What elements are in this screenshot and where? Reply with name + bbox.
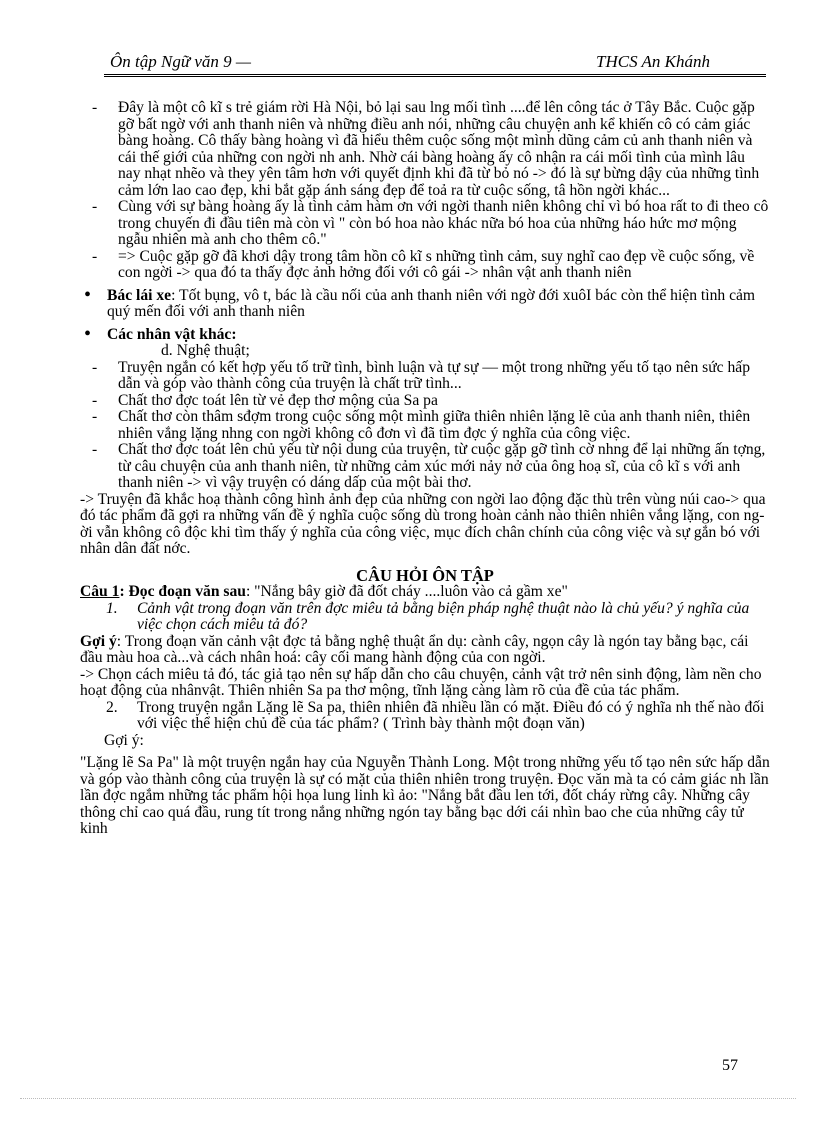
dash-item: - Đây là một cô kĩ s trẻ giám rời Hà Nội, bỏ lại sau lng mối tình ....để lên công tác ở Tây Bắc. Cuộc gặp gỡ bất ngờ với anh thanh niên và những điều anh nói, những câu chuyện anh kể khiến cô có cảm giác bàng hoàng. Cô thấy bàng hoàng vì đã hiểu thêm cuộc sống một mình dũng cảm củ anh thanh niên và cái thế giới của những con ngời nh anh. Nhờ cái bàng hoàng ấy cô nhận ra cái mối tình của mình lâu nay nhạt nhẽo và they yên tâm hơn với quyết định khi đã từ bỏ nó -> đó là sự bừng dậy của những tình cảm lớn lao cao đẹp, khi bắt gặp ánh sáng đẹp để toả ra từ cuộc sống, tâ hồn ngời khác... <box>92 99 760 199</box>
paragraph: Cùng với sự bàng hoàng ấy là tình cảm hàm ơn với ngời thanh niên không chỉ vì bó hoa rất to đi theo cô trong chuyến đi đầu tiên mà còn vì " còn bó hoa nào khác nữa bó hoa của những háo hức mơ mộng ngẫu nhiên mà anh cho thêm cô." <box>118 198 769 248</box>
question-1 <box>80 584 770 601</box>
paragraph: Chất thơ đợc toát lên từ vẻ đẹp thơ mộng của Sa pa <box>118 391 438 409</box>
paragraph: : Tốt bụng, vô t, bác là cầu nối của anh thanh niên với ngờ đới xuôI bác còn thể hiện tình cảm quý mến đối với anh thanh niên <box>107 286 756 320</box>
question-bold: : Đọc đoạn văn sau <box>119 583 246 600</box>
dash-item: - Chất thơ còn thâm sđợm trong cuộc sống một mình giữa thiên nhiên lặng lẽ của anh thanh niên, thiên nhiên vắng lặng nhng con ngời không cô đơn vì đã tìm đợc ý nghĩa của công việc. <box>92 408 751 442</box>
dash-item: - Chất thơ đợc toát lên chủ yếu từ nội dung của truyện, từ cuộc gặp gỡ tình cờ nhng để lại những ấn tợng, từ câu chuyện của anh thanh niên, từ những cảm xúc mới nảy nở của ông hoạ sĩ, của cô kĩ s với anh thanh niên -> vì vậy truyện có dáng dấp của một bài thơ. <box>92 441 766 491</box>
header-left: Ôn tập Ngữ văn 9 — <box>110 52 252 71</box>
header-right: THCS An Khánh <box>596 52 710 71</box>
paragraph: Trong truyện ngắn Lặng lẽ Sa pa, thiên nhiên đã nhiều lần có mặt. Điều đó có ý nghĩa nh thế nào đối với việc thể hiện chủ đề của tác phẩm? ( Trình bày thành một đoạn văn) <box>137 698 765 732</box>
dash-item: - Cùng với sự bàng hoàng ấy là tình cảm hàm ơn với ngời thanh niên không chỉ vì bó hoa rất to đi theo cô trong chuyến đi đầu tiên mà còn vì " còn bó hoa nào khác nữa bó hoa của những háo hức mơ mộng ngẫu nhiên mà anh cho thêm cô." <box>92 198 769 248</box>
question-label: Câu 1 <box>80 583 120 600</box>
bullet-item <box>80 283 770 321</box>
paragraph: Chất thơ còn thâm sđợm trong cuộc sống một mình giữa thiên nhiên lặng lẽ của anh thanh niên, thiên nhiên vắng lặng nhng con ngời không cô đơn vì đã tìm đợc ý nghĩa của công việc. <box>118 408 751 442</box>
hint-label: Gợi ý <box>80 632 117 650</box>
bullet-item <box>80 322 770 345</box>
bullet-label: Bác lái xe <box>107 286 172 304</box>
bullet-icon: • <box>84 283 92 306</box>
section-title: CÂU HỎI ÔN TẬP <box>356 565 494 585</box>
paragraph: Đây là một cô kĩ s trẻ giám rời Hà Nội, bỏ lại sau lng mối tình ....để lên công tác ở Tây Bắc. Cuộc gặp gỡ bất ngờ với anh thanh niên và những điều anh nói, những câu chuyện anh kể khiến cô có cảm giác bàng hoàng. Cô thấy bàng hoàng vì đã hiểu thêm cuộc sống một mình dũng cảm củ anh thanh niên và cái thế giới của những con ngời nh anh. Nhờ cái bàng hoàng ấy cô nhận ra cái mối tình của mình lâu nay nhạt nhẽo và they yên tâm hơn với quyết định khi đã từ bỏ nó -> đó là sự bừng dậy của những tình cảm lớn lao cao đẹp, khi bắt gặp ánh sáng đẹp để toả ra từ cuộc sống, tâ hồn ngời khác... <box>118 99 760 199</box>
question-text: : "Nắng bây giờ đã đốt cháy ....luôn vào cả gầm xe" <box>245 583 568 600</box>
paragraph: Truyện ngắn có kết hợp yếu tố trữ tình, bình luận và tự sự — một trong những yếu tố tạo nên sức hấp dẫn và góp vào thành công của truyện là chất trữ tình... <box>118 358 751 392</box>
header-rule <box>104 74 766 77</box>
paragraph: -> Chọn cách miêu tả đó, tác giả tạo nên sự hấp dẫn cho câu chuyện, cảnh vật trở nên sinh động, làm nền cho hoạt động của nhânvật. Thiên nhiên Sa pa thơ mộng, tĩnh lặng càng làm rõ của đề của tác phẩm. <box>80 665 762 699</box>
paragraph: "Lặng lẽ Sa Pa" là một truyện ngắn hay của Nguyễn Thành Long. Một trong những yếu tố tạo nên sức hấp dẫn và góp vào thành công của truyện là sự có mặt của thiên nhiên trong truyện. Đọc văn mà ta có cảm giác nh lần lần đợc ngắm những tác phẩm hội họa lung linh kì ảo: "Nắng bắt đầu len tới, đốt cháy rừng cây. Những cây thông chỉ cao quá đầu, rung tít trong nắng những ngón tay bằng bạc dới cái nhìn bao che của những cây tử kinh <box>80 754 770 837</box>
bullet-label: Các nhân vật khác: <box>107 325 237 343</box>
page-number: 57 <box>722 1057 738 1074</box>
bullet-icon: • <box>84 322 92 345</box>
sub-heading: d. Nghệ thuật; <box>161 342 250 359</box>
footer-rule <box>20 1098 796 1099</box>
numbered-item: 1. Cảnh vật trong đoạn văn trên đợc miêu tả bằng biện pháp nghệ thuật nào là chủ yếu? ý nghĩa của việc chọn cách miêu tả đó? <box>106 599 750 633</box>
dash-item: - Chất thơ đợc toát lên từ vẻ đẹp thơ mộng của Sa pa <box>92 391 438 409</box>
paragraph: Chất thơ đợc toát lên chủ yếu từ nội dung của truyện, từ cuộc gặp gỡ tình cờ nhng để lại những ấn tợng, từ câu chuyện của anh thanh niên, từ những cảm xúc mới nảy nở của ông hoạ sĩ, của cô kĩ s với anh thanh niên -> vì vậy truyện có dáng dấp của một bài thơ. <box>118 441 766 491</box>
paragraph: -> Truyện đã khắc hoạ thành công hình ảnh đẹp của những con ngời lao động đặc thù trên vùng núi cao-> qua đó tác phẩm đã gợi ra những vấn đề ý nghĩa cuộc sống dù trong hoàn cảnh nào thiên nhiên vắng lặng, con ngời vẫn không cô độc khi tìm thấy ý nghĩa của công việc, mục đích chân chính của công việc và sự gắn bó với nhân dân đất nớc. <box>80 490 766 557</box>
dash-item: - => Cuộc gặp gỡ đã khơi dậy trong tâm hồn cô kĩ s những tình cảm, suy nghĩ cao đẹp về cuộc sống, về con ngời -> qua đó ta thấy đợc ảnh hởng đối với cô gái -> nhân vật anh thanh niên <box>92 247 755 281</box>
numbered-item: 2. Trong truyện ngắn Lặng lẽ Sa pa, thiên nhiên đã nhiều lần có mặt. Điều đó có ý nghĩa nh thế nào đối với việc thể hiện chủ đề của tác phẩm? ( Trình bày thành một đoạn văn) <box>106 698 765 732</box>
hint-label: Gợi ý: <box>104 731 144 749</box>
page-content <box>80 100 770 838</box>
page-header <box>104 52 744 76</box>
hint-paragraph: Gợi ý: Trong đoạn văn cảnh vật đợc tả bằng nghệ thuật ẩn dụ: cành cây, ngọn cây là ngón tay bằng bạc, cái đầu màu hoa cà...và cách nhân hoá: cây cối mang hành động của con ngời. <box>80 632 749 666</box>
paragraph: => Cuộc gặp gỡ đã khơi dậy trong tâm hồn cô kĩ s những tình cảm, suy nghĩ cao đẹp về cuộc sống, về con ngời -> qua đó ta thấy đợc ảnh hởng đối với cô gái -> nhân vật anh thanh niên <box>118 247 755 281</box>
paragraph: Cảnh vật trong đoạn văn trên đợc miêu tả bằng biện pháp nghệ thuật nào là chủ yếu? ý nghĩa của việc chọn cách miêu tả đó? <box>137 599 750 633</box>
dash-item: - Truyện ngắn có kết hợp yếu tố trữ tình, bình luận và tự sự — một trong những yếu tố tạo nên sức hấp dẫn và góp vào thành công của truyện là chất trữ tình... <box>92 358 751 392</box>
